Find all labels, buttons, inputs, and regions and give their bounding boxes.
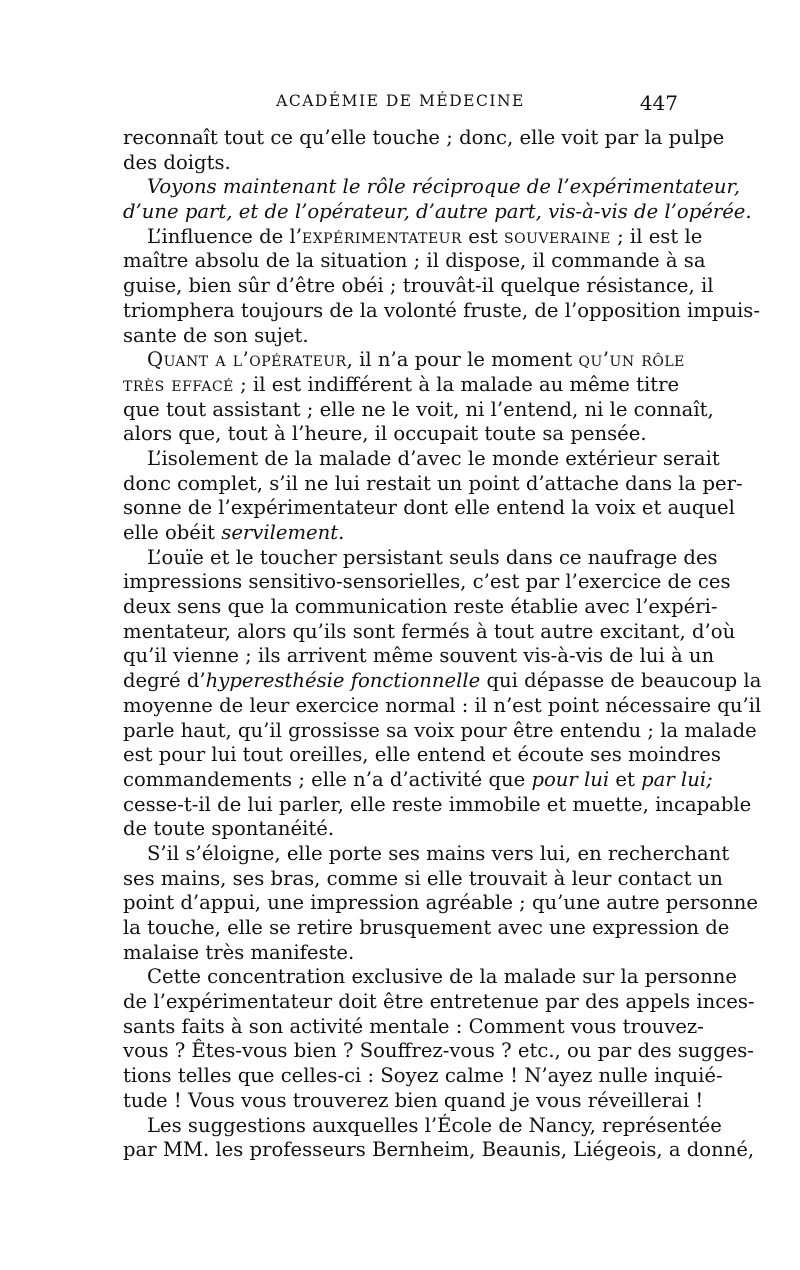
text-run: impressions sensitivo-sensorielles, c’est par l’exercice de ces	[123, 570, 731, 594]
text-run: triomphera toujours de la volonté fruste, de l’opposition impuis-	[123, 298, 760, 322]
text-run: qu’il vienne ; ils arrivent même souvent vis-à-vis de lui à un	[123, 644, 715, 668]
text-run: guise, bien sûr d’être obéi ; trouvât-il quelque résistance, il	[123, 274, 714, 298]
text-run: est	[462, 224, 505, 248]
text-run: alors que, tout à l’heure, il occupait toute sa pensée.	[123, 422, 647, 446]
text-line	[123, 496, 735, 521]
text-run: Quant a l’opérateur	[147, 348, 347, 372]
text-run: souveraine	[504, 224, 611, 248]
text-run: et	[609, 767, 642, 791]
text-line	[123, 1064, 723, 1089]
text-line	[123, 1088, 704, 1114]
text-run: mentateur, alors qu’ils sont fermés à tout autre excitant, d’où	[123, 619, 736, 643]
text-run: donc complet, s’il ne lui restait un point d’attache dans la per-	[123, 471, 743, 495]
text-run: deux sens que la communication reste établie avec l’expéri-	[123, 595, 718, 619]
text-line	[123, 1138, 755, 1163]
text-run: point d’appui, une impression agréable ; qu’une autre personne	[123, 891, 758, 915]
text-run: qui dépasse de beaucoup la	[480, 669, 762, 693]
text-run: elle obéit	[123, 521, 222, 544]
text-run: de toute spontanéité.	[123, 817, 335, 841]
text-run: L’isolement de la malade d’avec le monde extérieur serait	[147, 446, 720, 470]
text-run: sante de son sujet.	[123, 323, 309, 347]
text-run: Les suggestions auxquelles l’École de Nancy, représentée	[147, 1113, 722, 1137]
body-text	[123, 126, 762, 1163]
text-run: moyenne de leur exercice normal : il n’est point nécessaire qu’il	[123, 693, 762, 717]
text-line	[123, 521, 678, 546]
text-run: sonne de l’expérimentateur dont elle entend la voix et auquel	[123, 496, 735, 520]
running-title: ACADÉMIE DE MÉDECINE	[276, 92, 525, 110]
text-run: ses mains, ses bras, comme si elle trouvait à leur contact un	[123, 866, 723, 890]
text-run: sants faits à son activité mentale : Comment vous trouvez-	[123, 1014, 704, 1038]
text-line	[123, 743, 721, 768]
text-line	[123, 669, 762, 694]
text-line	[123, 570, 731, 595]
text-run: que tout assistant ; elle ne le voit, ni l’entend, ni le connaît,	[123, 397, 714, 421]
text-run: .	[338, 521, 345, 544]
text-line	[123, 866, 723, 892]
text-line	[123, 249, 706, 274]
text-run: , il n’a pour le moment	[346, 348, 579, 372]
text-run: est pour lui tout oreilles, elle entend et écoute ses moindres	[123, 743, 721, 767]
text-run: Cette concentration exclusive de la malade sur la personne	[147, 965, 737, 989]
text-run: tude ! Vous vous trouverez bien quand je vous réveillerai !	[123, 1088, 704, 1112]
text-run: malaise très manifeste.	[123, 940, 355, 964]
text-run: qu’un rôle	[578, 348, 685, 372]
text-run: commandements ; elle n’a d’activité que	[123, 767, 532, 791]
text-line	[123, 1039, 754, 1064]
text-line	[123, 1113, 722, 1139]
text-line	[123, 644, 715, 669]
text-line	[123, 324, 678, 349]
text-line	[123, 718, 757, 744]
text-run: expérimentateur	[302, 224, 463, 248]
text-line	[123, 224, 703, 250]
text-line	[123, 298, 760, 324]
page-number: 447	[639, 91, 678, 115]
text-run: très effacé	[123, 372, 234, 396]
text-run: vous ? Êtes-vous bien ? Souffrez-vous ? etc., ou par des sugges-	[123, 1039, 754, 1063]
text-line	[123, 471, 743, 497]
text-line	[123, 595, 718, 620]
text-run: de l’expérimentateur doit être entretenue par des appels inces-	[123, 990, 755, 1014]
text-line	[123, 767, 713, 793]
text-run: par lui;	[641, 767, 713, 791]
text-line	[123, 545, 718, 571]
text-line	[123, 373, 678, 398]
text-run: ; il est indifférent à la malade au même titre	[233, 372, 680, 396]
text-run: des doigts.	[123, 150, 231, 174]
text-run: maître absolu de la situation ; il dispose, il commande à sa	[123, 249, 706, 273]
text-line	[123, 446, 720, 472]
text-line	[123, 891, 758, 916]
text-line	[123, 1014, 704, 1040]
text-line	[123, 916, 730, 941]
text-run: L’ouïe et le toucher persistant seuls dans ce naufrage des	[147, 545, 718, 569]
text-line	[123, 841, 730, 867]
text-line	[123, 151, 678, 176]
text-line	[123, 422, 678, 447]
text-run: S’il s’éloigne, elle porte ses mains vers lui, en recherchant	[147, 841, 730, 865]
text-run: degré d’	[123, 669, 206, 693]
text-line	[123, 941, 678, 966]
text-line	[123, 792, 752, 818]
text-line	[123, 619, 736, 645]
text-line	[123, 175, 740, 200]
text-run: la touche, elle se retire brusquement avec une expression de	[123, 916, 730, 939]
text-run: hyperesthésie fonctionnelle	[205, 669, 481, 693]
page-header	[123, 92, 678, 118]
text-line	[123, 200, 752, 225]
text-line	[123, 397, 714, 423]
text-run: d’une part, et de l’opérateur, d’autre part, vis-à-vis de l’opérée.	[123, 200, 752, 224]
text-line	[123, 348, 685, 373]
text-line	[123, 126, 725, 151]
text-run: reconnaît tout ce qu’elle touche ; donc, elle voit par la pulpe	[123, 126, 725, 149]
text-line	[123, 274, 714, 299]
text-run: pour lui	[531, 767, 610, 791]
text-line	[123, 693, 762, 719]
text-run: cesse-t-il de lui parler, elle reste immobile et muette, incapable	[123, 792, 752, 816]
text-run: L’influence de l’	[147, 224, 302, 248]
text-line	[123, 990, 755, 1015]
text-run: servilement	[221, 521, 339, 544]
text-run: par MM. les professeurs Bernheim, Beaunis, Liégeois, a donné,	[123, 1138, 755, 1162]
text-run: Voyons maintenant le rôle réciproque de l’expérimentateur,	[147, 175, 740, 199]
text-run: ; il est le	[610, 224, 703, 248]
text-line	[123, 965, 737, 990]
text-line	[123, 817, 678, 842]
text-run: parle haut, qu’il grossisse sa voix pour être entendu ; la malade	[123, 718, 757, 742]
text-run: tions telles que celles-ci : Soyez calme ! N’ayez nulle inquié-	[123, 1064, 723, 1088]
